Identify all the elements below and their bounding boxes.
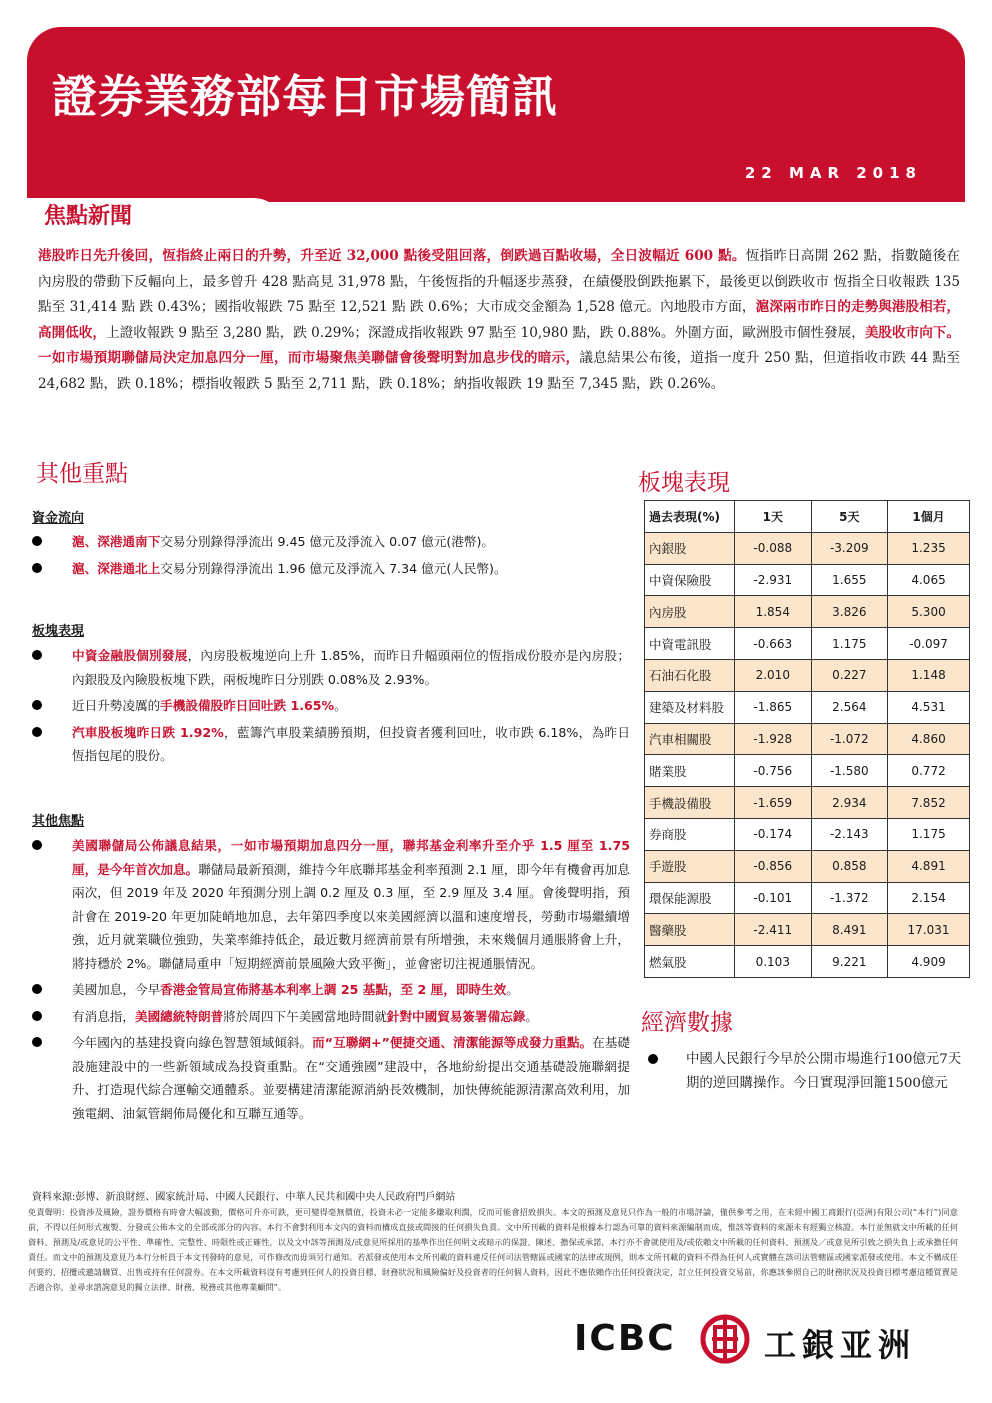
- one-month-cell: -0.097: [888, 628, 970, 660]
- bullet-icon: [648, 1054, 658, 1064]
- table-row: [645, 946, 970, 978]
- other-highlights-title: 其他重點: [36, 461, 128, 487]
- sector-name-cell: 中資保險股: [645, 564, 735, 596]
- sector-table-title: 板塊表現: [638, 470, 730, 496]
- five-day-cell: -1.372: [811, 882, 888, 914]
- table-row: [645, 659, 970, 691]
- economic-data-list: [648, 1048, 966, 1095]
- bullet-icon: [32, 700, 42, 710]
- list-item: 滬、深港通南下交易分別錄得淨流出 9.45 億元及淨流入 0.07 億元(港幣)。: [32, 530, 630, 554]
- sector-name-cell: 內房股: [645, 596, 735, 628]
- list-item: 美國加息，今早香港金管局宣佈將基本利率上調 25 基點，至 2 厘，即時生效。: [32, 978, 630, 1002]
- sector-name-cell: 環保能源股: [645, 882, 735, 914]
- list-item: 中國人民銀行今早於公開市場進行100億元7天期的逆回購操作。今日實現淨回籠1500億元: [648, 1048, 966, 1095]
- one-day-cell: -1.659: [735, 787, 812, 819]
- focus-text-3: 議息結果公布後，道指一度升 250 點，但道指收市跌 44 點至 24,682 點，跌 0.18%；標指收報跌 5 點至 2,711 點，跌 0.18%；納指收報跌 19 點至 7,345 點，跌 0.26%。: [38, 350, 961, 392]
- one-day-cell: -2.411: [735, 914, 812, 946]
- other-focus-subtitle: 其他焦點: [32, 814, 85, 829]
- sector-name-cell: 手遊股: [645, 850, 735, 882]
- sector-table: [644, 500, 970, 978]
- economic-data-title: 經濟數據: [641, 1010, 733, 1036]
- logo-text-cn: 工銀亚洲: [764, 1326, 917, 1364]
- table-row: [645, 850, 970, 882]
- bullet-icon: [32, 727, 42, 737]
- table-row: [645, 882, 970, 914]
- list-item: 有消息指，美國總統特朗普將於周四下午美國當地時間就針對中國貿易簽署備忘錄。: [32, 1005, 630, 1029]
- report-date: 22 MAR 2018: [744, 164, 922, 182]
- list-item: 今年國內的基建投資向綠色智慧領域傾斜。而“互聯網+”便捷交通、清潔能源等成發力重點。在基礎設施建設中的一些新領域成為投資重點。在“交通強國”建設中，各地紛紛提出交通基礎設施聯網提升、打造現代綜合運輸交通體系。並要構建清潔能源消納長效機制，加快傳統能源清潔高效利用，加強電網、油氣管網佈局優化和互聯互通等。: [32, 1031, 630, 1125]
- focus-news-title: 焦點新聞: [44, 204, 133, 229]
- one-month-cell: 0.772: [888, 755, 970, 787]
- five-day-cell: 0.858: [811, 850, 888, 882]
- one-day-cell: -1.865: [735, 691, 812, 723]
- one-month-cell: 1.235: [888, 532, 970, 564]
- one-month-cell: 2.154: [888, 882, 970, 914]
- bullet-icon: [32, 1037, 42, 1047]
- focus-text-1: 恆指昨日高開 262 點，指數隨後在內房股的帶動下反輻向上，最多曾升 428 點高見 31,978 點，午後恆指的升幅逐步蒸發，在績優股倒跌拖累下，最後更以倒跌收市 恆指全日收報跌 135 點至 31,414 點 跌 0.43%；國指收報跌 75 點至 12,521 點 跌 0.6%；大市成交金額為 1,528 億元。內地股市方面，: [38, 248, 960, 316]
- one-day-cell: -0.088: [735, 532, 812, 564]
- one-day-cell: -0.101: [735, 882, 812, 914]
- sector-name-cell: 石油石化股: [645, 659, 735, 691]
- sector-name-cell: 內銀股: [645, 532, 735, 564]
- one-month-cell: 4.891: [888, 850, 970, 882]
- data-sources: 資料來源:彭博、新浪財經、國家統計局、中國人民銀行、中華人民共和國中央人民政府門戶網站: [32, 1192, 456, 1203]
- five-day-cell: -1.580: [811, 755, 888, 787]
- five-day-cell: 1.175: [811, 628, 888, 660]
- five-day-cell: 9.221: [811, 946, 888, 978]
- icbc-seal-icon: [700, 1314, 750, 1364]
- one-day-cell: -0.174: [735, 818, 812, 850]
- five-day-cell: 2.564: [811, 691, 888, 723]
- focus-tab: [27, 198, 965, 232]
- list-item: 中資金融股個別發展，內房股板塊逆向上升 1.85%，而昨日升幅頭兩位的恆指成份股亦是內房股；內銀股及內險股板塊下跌，兩板塊昨日分別跌 0.08%及 2.93%。: [32, 644, 630, 691]
- bullet-icon: [32, 840, 42, 850]
- page-title: 證券業務部每日市場簡訊: [52, 70, 559, 123]
- fund-flow-list: [32, 530, 630, 583]
- one-month-cell: 5.300: [888, 596, 970, 628]
- one-month-cell: 4.860: [888, 723, 970, 755]
- disclaimer: 免責聲明：投資涉及風險，證券價格有時會大幅波動，價格可升亦可跌，更可變得毫無價值，投資未必一定能多賺取利潤，反而可能會招致損失。本文的預測及意見只作為一般的市場評論，僅供參考之用，在未經中國工商銀行(亞洲)有限公司(“本行”)同意前，不得以任何形式複製、分發或公佈本文的全部或部分的內容。本行不會對利用本文內的資料而構成直接或間接的任何損失負責。文中所刊載的資料是根據本行認為可靠的資料來源編制而成，惟該等資料的來源未有經獨立核證。本行並無就文中所載的任何資料、預測及/或意見的公平性、準確性、完整性、時限性或正確性，以及文中該等預測及/或意見所採用的基準作出任何明文或暗示的保證、陳述、擔保或承諾，本行亦不會就使用及/或依賴文中所載的任何資料、預測及／或意見所引致之損失負上或承擔任何責任。而文中的預測及意見乃本行分析員于本文刊發時的意見，可作修改而毋須另行通知。若派發或使用本文所刊載的資料違反任何司法管轄區或國家的法律或規例，則本文所刊載的資料不得為任何人或實體在該司法管轄區或國家派發或使用。本文不構成任何要約、招攬或邀請購買、出售或持有任何證券。在本文所載資料沒有考慮到任何人的投資目標、財務狀況和風險偏好及投資者的任何個人資料，因此不應依賴作出任何投資決定，訂立任何投資交易前，你應該參照自己的財務狀況及投資目標考慮這種買賣是否適合你，並尋求諮詢意見的獨立法律、財務、稅務或其他專業顧問”。: [28, 1207, 958, 1293]
- five-day-cell: 0.227: [811, 659, 888, 691]
- sector-perf-subtitle: 板塊表現: [32, 624, 85, 639]
- column-header: 1天: [735, 501, 812, 533]
- one-day-cell: -2.931: [735, 564, 812, 596]
- focus-news-body: [38, 244, 960, 398]
- logo-text-en: ICBC: [574, 1318, 676, 1359]
- sector-name-cell: 券商股: [645, 818, 735, 850]
- one-month-cell: 4.909: [888, 946, 970, 978]
- five-day-cell: 1.655: [811, 564, 888, 596]
- one-month-cell: 1.148: [888, 659, 970, 691]
- sector-name-cell: 建築及材料股: [645, 691, 735, 723]
- five-day-cell: -2.143: [811, 818, 888, 850]
- sector-name-cell: 中資電訊股: [645, 628, 735, 660]
- table-row: [645, 532, 970, 564]
- list-item: 近日升勢凌厲的手機設備股昨日回吐跌 1.65%。: [32, 694, 630, 718]
- five-day-cell: -3.209: [811, 532, 888, 564]
- bullet-icon: [32, 563, 42, 573]
- list-item: 美國聯儲局公佈議息結果，一如市場預期加息四分一厘，聯邦基金利率升至介乎 1.5 厘至 1.75 厘，是今年首次加息。聯儲局最新預測，維持今年底聯邦基金利率預測 2.1 厘，即今年有機會再加息兩次，但 2019 年及 2020 年預測分別上調 0.2 厘及 0.3 厘，至 2.9 厘及 3.4 厘。會後聲明指，預計會在 2019-20 年更加陡峭地加息，去年第四季度以來美國經濟以溫和速度增長，勞動市場繼續增強，近月就業職位強勁，失業率維持低企，最近數月經濟前景有所增強，未來幾個月通脹將會上升，將持穩於 2%。聯儲局重申「短期經濟前景風險大致平衡」，並會密切注視通脹情況。: [32, 834, 630, 975]
- other-focus-list: [32, 834, 630, 1128]
- table-row: [645, 818, 970, 850]
- column-header: 過去表現(%): [645, 501, 735, 533]
- one-month-cell: 7.852: [888, 787, 970, 819]
- bullet-icon: [32, 1011, 42, 1021]
- table-row: [645, 755, 970, 787]
- bullet-icon: [32, 984, 42, 994]
- fund-flow-title: 資金流向: [32, 511, 85, 526]
- sector-name-cell: 醫藥股: [645, 914, 735, 946]
- table-header-row: [645, 501, 970, 533]
- focus-highlight-3: 美股收市向下。一如市場預期聯儲局決定加息四分一厘，而市場聚焦美聯儲會後聲明對加息步伐的暗示，: [38, 324, 960, 367]
- one-month-cell: 1.175: [888, 818, 970, 850]
- sector-name-cell: 燃氣股: [645, 946, 735, 978]
- one-month-cell: 4.065: [888, 564, 970, 596]
- table-row: [645, 787, 970, 819]
- bullet-icon: [32, 650, 42, 660]
- five-day-cell: 2.934: [811, 787, 888, 819]
- column-header: 1個月: [888, 501, 970, 533]
- one-day-cell: -0.856: [735, 850, 812, 882]
- table-row: [645, 596, 970, 628]
- one-day-cell: -0.663: [735, 628, 812, 660]
- one-day-cell: -0.756: [735, 755, 812, 787]
- column-header: 5天: [811, 501, 888, 533]
- sector-name-cell: 汽車相關股: [645, 723, 735, 755]
- table-row: [645, 691, 970, 723]
- sector-name-cell: 賭業股: [645, 755, 735, 787]
- table-row: [645, 564, 970, 596]
- one-day-cell: 1.854: [735, 596, 812, 628]
- focus-text-2: 上證收報跌 9 點至 3,280 點，跌 0.29%；深證成指收報跌 97 點至 10,980 點，跌 0.88%。外圍方面，歐洲股市個性發展，: [106, 324, 865, 341]
- table-row: [645, 628, 970, 660]
- five-day-cell: 8.491: [811, 914, 888, 946]
- five-day-cell: 3.826: [811, 596, 888, 628]
- sector-perf-list: [32, 644, 630, 771]
- icbc-logo: [574, 1314, 964, 1364]
- one-day-cell: -1.928: [735, 723, 812, 755]
- one-day-cell: 0.103: [735, 946, 812, 978]
- bullet-icon: [32, 536, 42, 546]
- sector-name-cell: 手機設備股: [645, 787, 735, 819]
- table-row: [645, 914, 970, 946]
- list-item: 滬、深港通北上交易分別錄得淨流出 1.96 億元及淨流入 7.34 億元(人民幣)。: [32, 557, 630, 581]
- one-day-cell: 2.010: [735, 659, 812, 691]
- list-item: 汽車股板塊昨日跌 1.92%，藍籌汽車股業績勝預期，但投資者獲利回吐，收市跌 6.18%，為昨日恆指包尾的股份。: [32, 721, 630, 768]
- one-month-cell: 4.531: [888, 691, 970, 723]
- one-month-cell: 17.031: [888, 914, 970, 946]
- table-row: [645, 723, 970, 755]
- focus-highlight-2: 滬深兩市昨日的走勢與港股相若，高開低收，: [38, 299, 960, 341]
- focus-highlight-1: 港股昨日先升後回，恆指終止兩日的升勢，升至近 32,000 點後受阻回落，倒跌過百點收場，全日波幅近 600 點。: [38, 248, 746, 264]
- five-day-cell: -1.072: [811, 723, 888, 755]
